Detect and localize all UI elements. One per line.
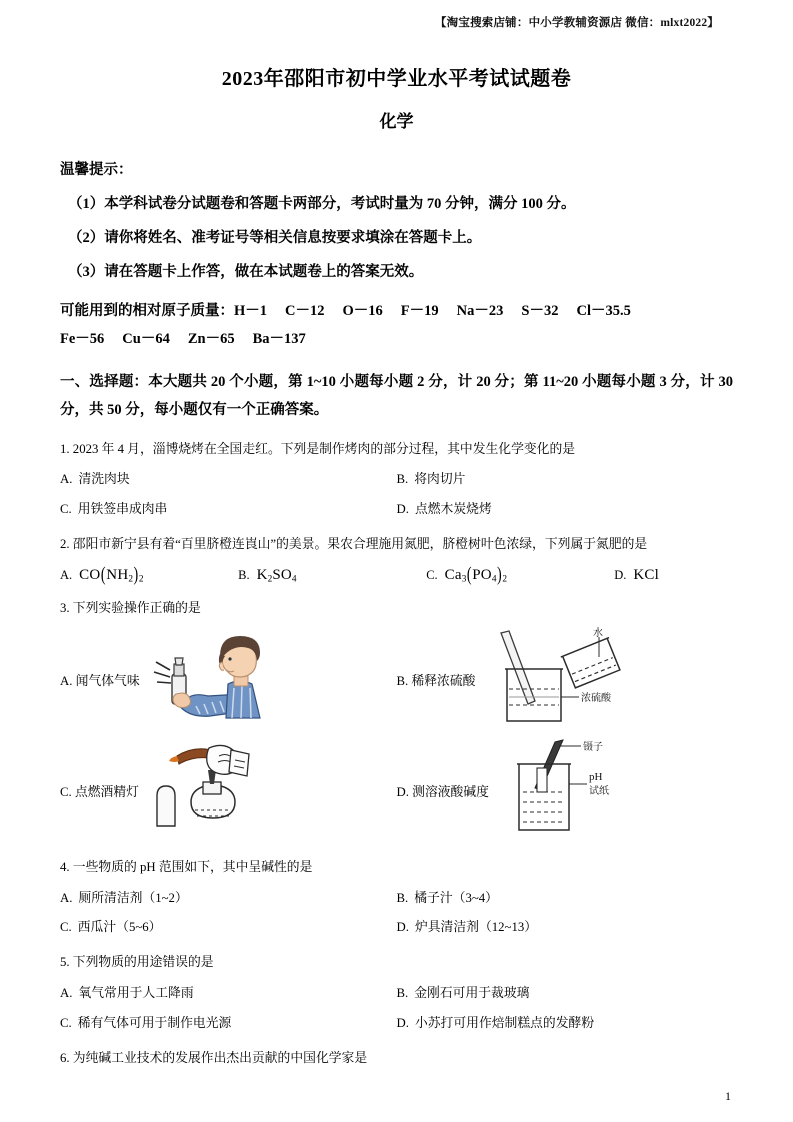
option-text: 金刚石可用于裁玻璃 xyxy=(414,985,530,1000)
option-label: C. xyxy=(60,920,72,935)
option-label: A. xyxy=(60,890,73,905)
question-5-option-d[interactable] xyxy=(397,1004,734,1034)
option-label: C. xyxy=(60,1015,72,1030)
option-text: 橘子汁（3~4） xyxy=(414,890,498,905)
atomic-mass-ba: Ba－137 xyxy=(252,330,306,347)
question-1-option-c[interactable] xyxy=(60,490,397,520)
question-5-stem: 5. 下列物质的用途错误的是 xyxy=(60,955,214,970)
atomic-mass-h: H－1 xyxy=(234,303,268,319)
notice-heading: 温馨提示： xyxy=(60,162,133,178)
question-3-stem: 3. 下列实验操作正确的是 xyxy=(60,601,201,616)
question-3-option-b[interactable] xyxy=(397,627,734,732)
question-2-stem: 2. 邵阳市新宁县有着“百里脐橙连崀山”的美景。果农合理施用氮肥，脐橙树叶色浓绿，下列属于氮肥的是 xyxy=(60,536,648,551)
option-label: D. xyxy=(614,567,627,582)
question-2 xyxy=(60,533,733,584)
option-label: B. xyxy=(396,890,409,905)
option-label: B. xyxy=(396,472,409,487)
question-1-options xyxy=(60,463,733,520)
question-2-options xyxy=(60,564,733,586)
option-label: C. xyxy=(426,567,438,582)
label-water: 水 xyxy=(593,627,604,639)
option-label: A. xyxy=(60,472,73,487)
question-3-row-ab xyxy=(60,627,733,732)
formula-potassium-chloride: KCl xyxy=(633,566,659,583)
atomic-mass-cl: Cl－35.5 xyxy=(576,303,631,319)
label-tweezers: 镊子 xyxy=(582,741,603,753)
measure-ph-figure xyxy=(497,738,627,843)
atomic-mass-o: O－16 xyxy=(342,303,383,319)
question-5 xyxy=(60,951,733,1033)
question-5-option-a[interactable] xyxy=(60,977,397,1004)
atomic-mass-na: Na－23 xyxy=(456,303,504,319)
question-3-row-cd xyxy=(60,738,733,843)
option-text: 清洗肉块 xyxy=(78,472,130,487)
atomic-mass-list xyxy=(60,298,733,353)
watermark-text: 【淘宝搜索店铺：中小学教辅资源店 微信：mlxt2022】 xyxy=(434,17,719,29)
atomic-mass-s: S－32 xyxy=(521,303,559,319)
formula-urea: $CO(NH_2)_2$ xyxy=(79,564,144,586)
option-label: A. xyxy=(60,985,73,1000)
page-title: 2023年邵阳市初中学业水平考试试题卷 xyxy=(221,68,572,90)
formula-potassium-sulfate: $K_2SO_4$ xyxy=(256,566,297,585)
option-label-d: D. 测溶液酸碱度 xyxy=(396,784,489,799)
page-number: 1 xyxy=(725,1089,731,1103)
formula-calcium-phosphate: $Ca_3(PO_4)_2$ xyxy=(444,564,508,586)
question-6 xyxy=(60,1047,733,1071)
question-6-stem: 6. 为纯碱工业技术的发展作出杰出贡献的中国化学家是 xyxy=(60,1050,368,1065)
question-3-option-c[interactable] xyxy=(60,738,397,843)
option-label-b: B. 稀释浓硫酸 xyxy=(396,673,476,688)
question-4-option-b[interactable] xyxy=(397,882,734,909)
question-1-option-b[interactable] xyxy=(397,463,734,490)
question-4-option-a[interactable] xyxy=(60,882,397,909)
dilute-acid-figure xyxy=(483,627,633,732)
option-text: 点燃木炭烧烤 xyxy=(414,502,492,517)
option-label: C. xyxy=(60,502,72,517)
notice-item-1: （1）本学科试卷分试题卷和答题卡两部分，考试时量为 70 分钟，满分 100 分。 xyxy=(68,196,576,212)
option-text: 用铁签串成肉串 xyxy=(77,502,168,517)
atomic-mass-lead: 可能用到的相对原子质量： xyxy=(60,303,234,319)
light-alcohol-lamp-figure xyxy=(147,742,287,839)
option-text: 厕所清洁剂（1~2） xyxy=(78,890,188,905)
question-3 xyxy=(60,597,733,843)
option-text: 将肉切片 xyxy=(414,472,466,487)
atomic-mass-f: F－19 xyxy=(400,303,439,319)
question-2-option-d[interactable] xyxy=(614,567,733,584)
option-label: D. xyxy=(396,502,409,517)
option-label: B. xyxy=(238,567,250,582)
question-3-options xyxy=(60,627,733,843)
notice-item-2: （2）请你将姓名、准考证号等相关信息按要求填涂在答题卡上。 xyxy=(68,230,482,246)
option-label: B. xyxy=(396,985,409,1000)
label-concentrated-acid: 浓硫酸 xyxy=(581,692,612,704)
question-5-option-b[interactable] xyxy=(397,977,734,1004)
question-1-stem: 1. 2023 年 4 月，淄博烧烤在全国走红。下列是制作烤肉的部分过程，其中发生化学变化的是 xyxy=(60,441,576,456)
question-3-option-a[interactable] xyxy=(60,627,397,732)
notice-item-3: （3）请在答题卡上作答，做在本试题卷上的答案无效。 xyxy=(68,264,424,280)
atomic-mass-zn: Zn－65 xyxy=(187,330,235,347)
question-1 xyxy=(60,438,733,520)
option-text: 西瓜汁（5~6） xyxy=(77,920,162,935)
option-label-a: A. 闻气体气味 xyxy=(60,673,140,688)
section-heading: 一、选择题：本大题共 20 个小题，第 1~10 小题每小题 2 分，计 20 分；第 11~20 小题每小题 3 分，计 30 分，共 50 分，每小题仅有一个正确答案。 xyxy=(60,374,733,419)
atomic-mass-c: C－12 xyxy=(285,303,325,319)
question-5-option-c[interactable] xyxy=(60,1004,397,1034)
question-4 xyxy=(60,856,733,938)
option-text: 稀有气体可用于制作电光源 xyxy=(77,1015,232,1030)
question-2-option-a[interactable] xyxy=(60,564,238,586)
option-label-c: C. 点燃酒精灯 xyxy=(60,784,139,799)
question-4-stem: 4. 一些物质的 pH 范围如下，其中呈碱性的是 xyxy=(60,859,313,874)
subject-title: 化学 xyxy=(379,112,414,131)
smell-gas-figure xyxy=(148,634,268,725)
question-4-option-c[interactable] xyxy=(60,908,397,938)
question-2-option-b[interactable] xyxy=(238,567,426,585)
label-ph: pH xyxy=(588,770,603,783)
option-text: 炉具清洁剂（12~13） xyxy=(414,920,538,935)
question-4-options xyxy=(60,882,733,939)
option-label: D. xyxy=(396,920,409,935)
atomic-mass-fe: Fe－56 xyxy=(60,330,105,347)
option-label: D. xyxy=(396,1015,409,1030)
question-5-options xyxy=(60,977,733,1034)
option-text: 小苏打可用作焙制糕点的发酵粉 xyxy=(414,1015,595,1030)
question-4-option-d[interactable] xyxy=(397,908,734,938)
question-1-option-a[interactable] xyxy=(60,463,397,490)
question-3-option-d[interactable] xyxy=(397,738,734,843)
option-label: A. xyxy=(60,567,73,582)
label-test-paper: 试纸 xyxy=(588,785,609,797)
question-1-option-d[interactable] xyxy=(397,490,734,520)
option-text: 氧气常用于人工降雨 xyxy=(78,985,194,1000)
question-2-option-c[interactable] xyxy=(426,564,614,586)
atomic-mass-cu: Cu－64 xyxy=(122,330,170,347)
